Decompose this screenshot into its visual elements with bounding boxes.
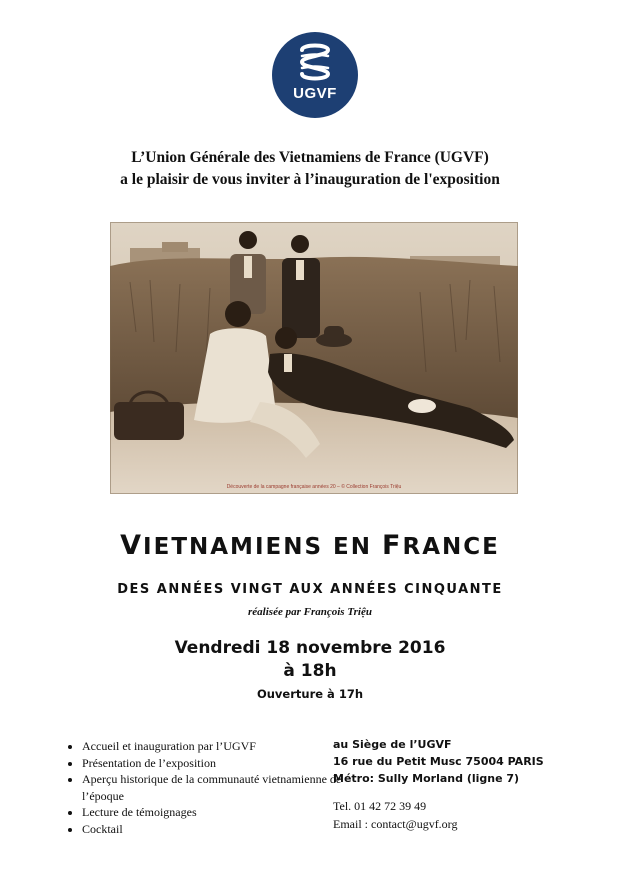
opening-time: Ouverture à 17h [256, 687, 364, 701]
exhibition-title [0, 530, 620, 561]
list-item: • Lecture de témoignages [82, 804, 342, 821]
venue-block [333, 736, 544, 787]
logo-wave-icon [272, 32, 358, 118]
program-list [60, 738, 342, 837]
title-cap-1: V [120, 530, 144, 561]
intro-line-1: L’Union Générale des Vietnamiens de France (UGVF) [131, 149, 489, 166]
byline: réalisée par François Triệu [248, 606, 372, 618]
list-item: • Accueil et inauguration par l’UGVF [82, 738, 342, 755]
list-item: • Aperçu historique de la communauté vietnamienne de l’époque [82, 771, 342, 804]
logo-text: UGVF [293, 85, 337, 102]
ugvf-logo [272, 32, 358, 118]
contact-block [333, 797, 457, 833]
phone-number: Tel. 01 42 72 39 49 [333, 799, 427, 813]
email-address: Email : contact@ugvf.org [333, 817, 458, 831]
venue-line-1: au Siège de l’UGVF [333, 738, 452, 751]
title-rest-1: IETNAMIENS [143, 534, 324, 560]
exhibition-photo [110, 222, 518, 494]
intro-line-2: a le plaisir de vous inviter à l’inauguration de l'exposition [120, 171, 500, 188]
title-word-2: EN [333, 534, 373, 560]
venue-line-2: 16 rue du Petit Musc 75004 PARIS [333, 755, 544, 768]
title-cap-2: F [382, 530, 403, 561]
event-date: Vendredi 18 novembre 2016 [174, 638, 446, 658]
event-time: à 18h [283, 661, 337, 681]
list-item: • Présentation de l’exposition [82, 755, 342, 772]
photo-caption: Découverte de la campagne française années 20 – © Collection François Triệu [226, 484, 402, 490]
exhibition-subtitle: DES ANNÉES VINGT AUX ANNÉES CINQUANTE [117, 582, 503, 597]
venue-line-3: Métro: Sully Morland (ligne 7) [333, 772, 520, 785]
sepia-photo-image [110, 222, 518, 494]
title-rest-2: RANCE [402, 534, 500, 560]
list-item: • Cocktail [82, 821, 342, 838]
